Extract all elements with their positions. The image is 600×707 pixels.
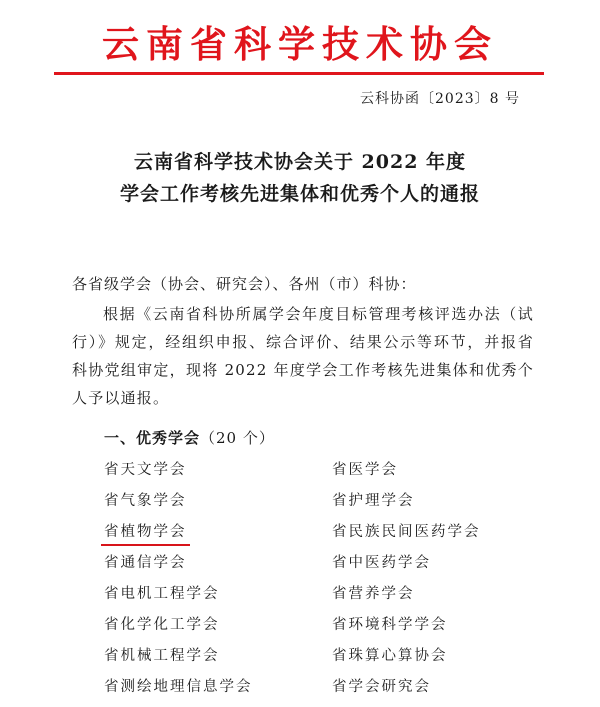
society-list-item: [332, 644, 481, 675]
society-list-item: [104, 644, 253, 675]
organization-header: 云南省科学技术协会: [102, 22, 498, 66]
society-list-item: [332, 675, 481, 706]
society-list-item: [104, 489, 253, 520]
society-name: 省天文学会: [104, 462, 187, 478]
society-name: 省民族民间医药学会: [332, 524, 481, 540]
header-red-rule: [54, 72, 544, 75]
society-name: 省化学化工学会: [104, 617, 220, 633]
society-list-right: [332, 458, 481, 706]
salutation: 各省级学会（协会、研究会）、各州（市）科协：: [72, 275, 417, 293]
section-heading-count: （20 个）: [200, 429, 275, 447]
society-name: 省环境科学学会: [332, 617, 448, 633]
society-name: 省电机工程学会: [104, 586, 220, 602]
society-list-item: [332, 613, 481, 644]
society-name: 省营养学会: [332, 586, 415, 602]
society-name: 省医学会: [332, 462, 398, 478]
section-heading-label: 一、优秀学会: [104, 429, 201, 447]
society-list-item: [332, 458, 481, 489]
society-name: 省通信学会: [104, 555, 187, 571]
society-list-item: [104, 613, 253, 644]
notice-title-line2: 学会工作考核先进集体和优秀个人的通报: [119, 183, 480, 205]
society-name: 省护理学会: [332, 493, 415, 509]
society-list-item: [104, 675, 253, 706]
document-number: 云科协函〔2023〕8 号: [360, 91, 520, 107]
society-list-item: [104, 551, 253, 582]
society-list-item: [332, 489, 481, 520]
society-list-item: [104, 520, 253, 551]
society-name: 省测绘地理信息学会: [104, 679, 253, 695]
society-name: 省中医药学会: [332, 555, 431, 571]
society-list-item: [332, 520, 481, 551]
notice-title-line1: 云南省科学技术协会关于 2022 年度: [133, 151, 467, 173]
society-list-left: [104, 458, 253, 706]
highlight-underline: [101, 544, 190, 546]
society-name: 省珠算心算协会: [332, 648, 448, 664]
society-name: 省气象学会: [104, 493, 187, 509]
society-list-item: [104, 458, 253, 489]
society-name: 省植物学会: [104, 520, 187, 541]
society-name: 省机械工程学会: [104, 648, 220, 664]
society-list-item: [332, 551, 481, 582]
society-list-item: [332, 582, 481, 613]
section-heading: [104, 427, 275, 448]
body-paragraph: 根据《云南省科协所属学会年度目标管理考核评选办法（试行）》规定，经组织申报、综合评价、结果公示等环节，并报省科协党组审定，现将 2022 年度学会工作考核先进集体和优秀个人予以通报。: [72, 305, 534, 407]
society-list-item: [104, 582, 253, 613]
society-name: 省学会研究会: [332, 679, 431, 695]
